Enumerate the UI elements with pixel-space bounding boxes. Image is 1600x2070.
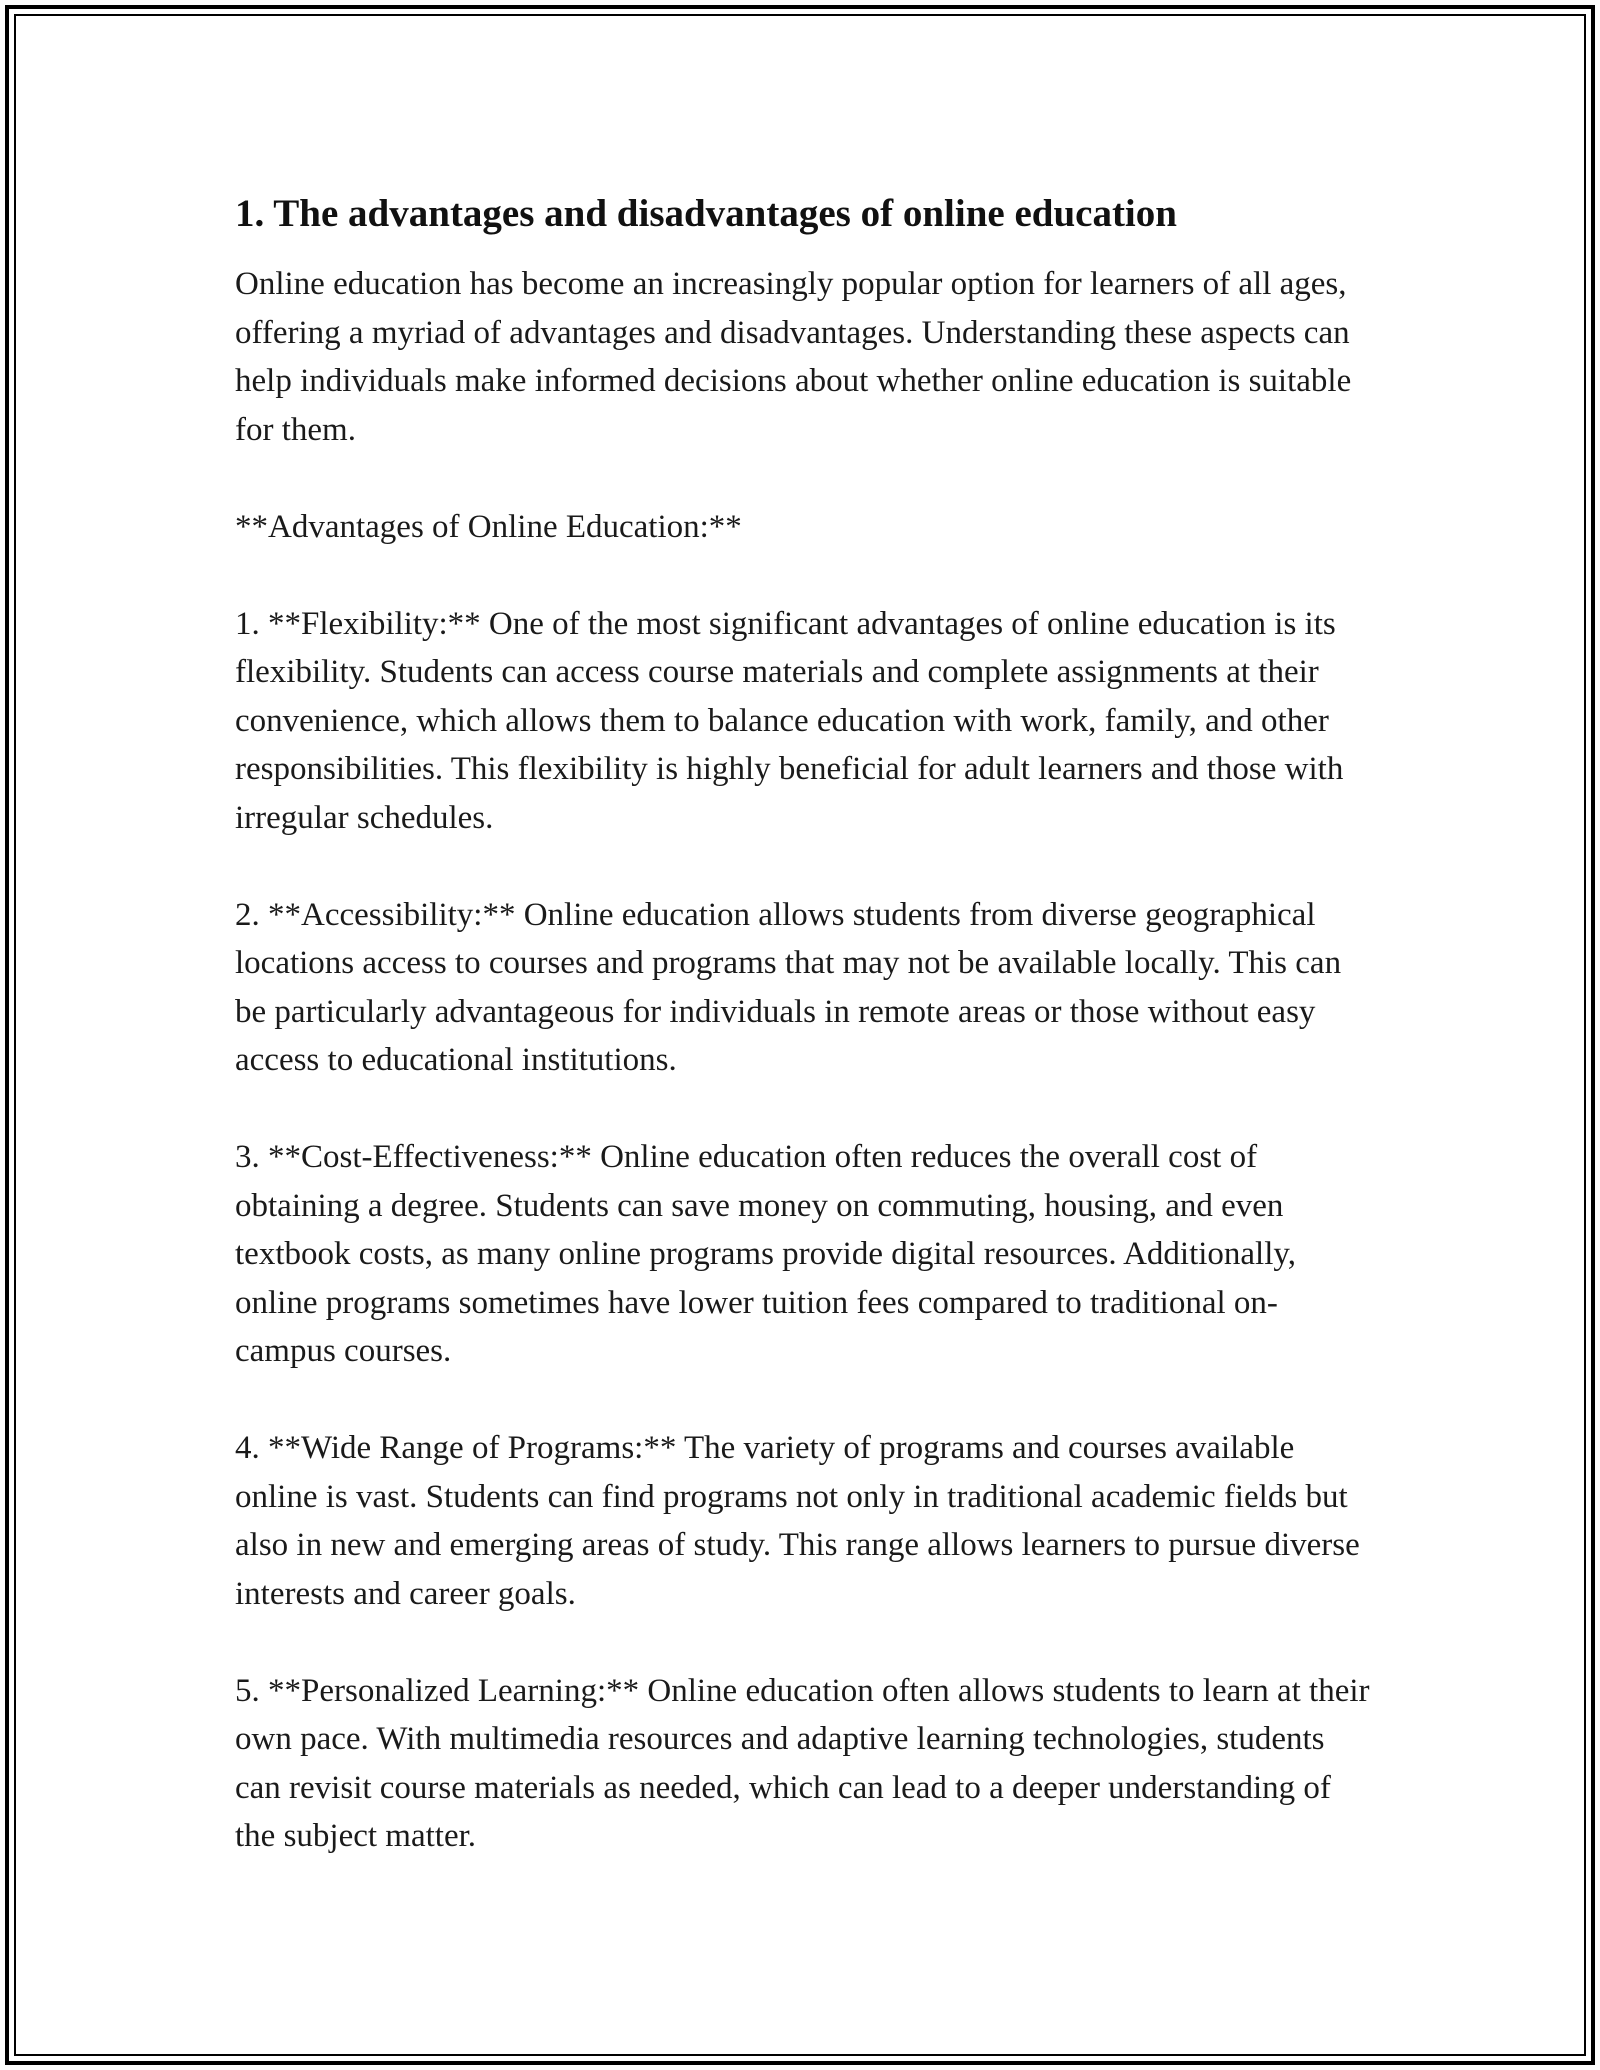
document-body — [235, 188, 1375, 1909]
intro-paragraph: Online education has become an increasingly popular option for learners of all ages, offering a myriad of advantages and disadvantages. Understanding these aspects can help individuals make informed decisions about whether online education is suitable for them. — [235, 266, 1352, 448]
section-heading: 1. The advantages and disadvantages of online education — [235, 192, 1177, 235]
advantage-item-cost-effectiveness: 3. **Cost-Effectiveness:** Online education often reduces the overall cost of obtaining a degree. Students can save money on commuting, housing, and even textbook costs, as many online programs provide digital resources. Additionally, online programs sometimes have lower tuition fees compared to traditional on-campus courses. — [235, 1139, 1296, 1369]
advantages-heading: **Advantages of Online Education:** — [235, 508, 742, 545]
advantage-item-accessibility: 2. **Accessibility:** Online education allows students from diverse geographical locations access to courses and programs that may not be available locally. This can be particularly advantageous for individuals in remote areas or those without easy access to educational institutions. — [235, 896, 1342, 1078]
advantage-item-flexibility: 1. **Flexibility:** One of the most significant advantages of online education is its flexibility. Students can access course materials and complete assignments at their convenience, which allows them to balance education with work, family, and other responsibilities. This flexibility is highly beneficial for adult learners and those with irregular schedules. — [235, 605, 1344, 836]
advantage-item-personalized-learning: 5. **Personalized Learning:** Online education often allows students to learn at their own pace. With multimedia resources and adaptive learning technologies, students can revisit course materials as needed, which can lead to a deeper understanding of the subject matter. — [235, 1672, 1370, 1854]
advantage-item-wide-range: 4. **Wide Range of Programs:** The variety of programs and courses available online is vast. Students can find programs not only in traditional academic fields but also in new and emerging areas of study. This range allows learners to pursue diverse interests and career goals. — [235, 1430, 1360, 1612]
